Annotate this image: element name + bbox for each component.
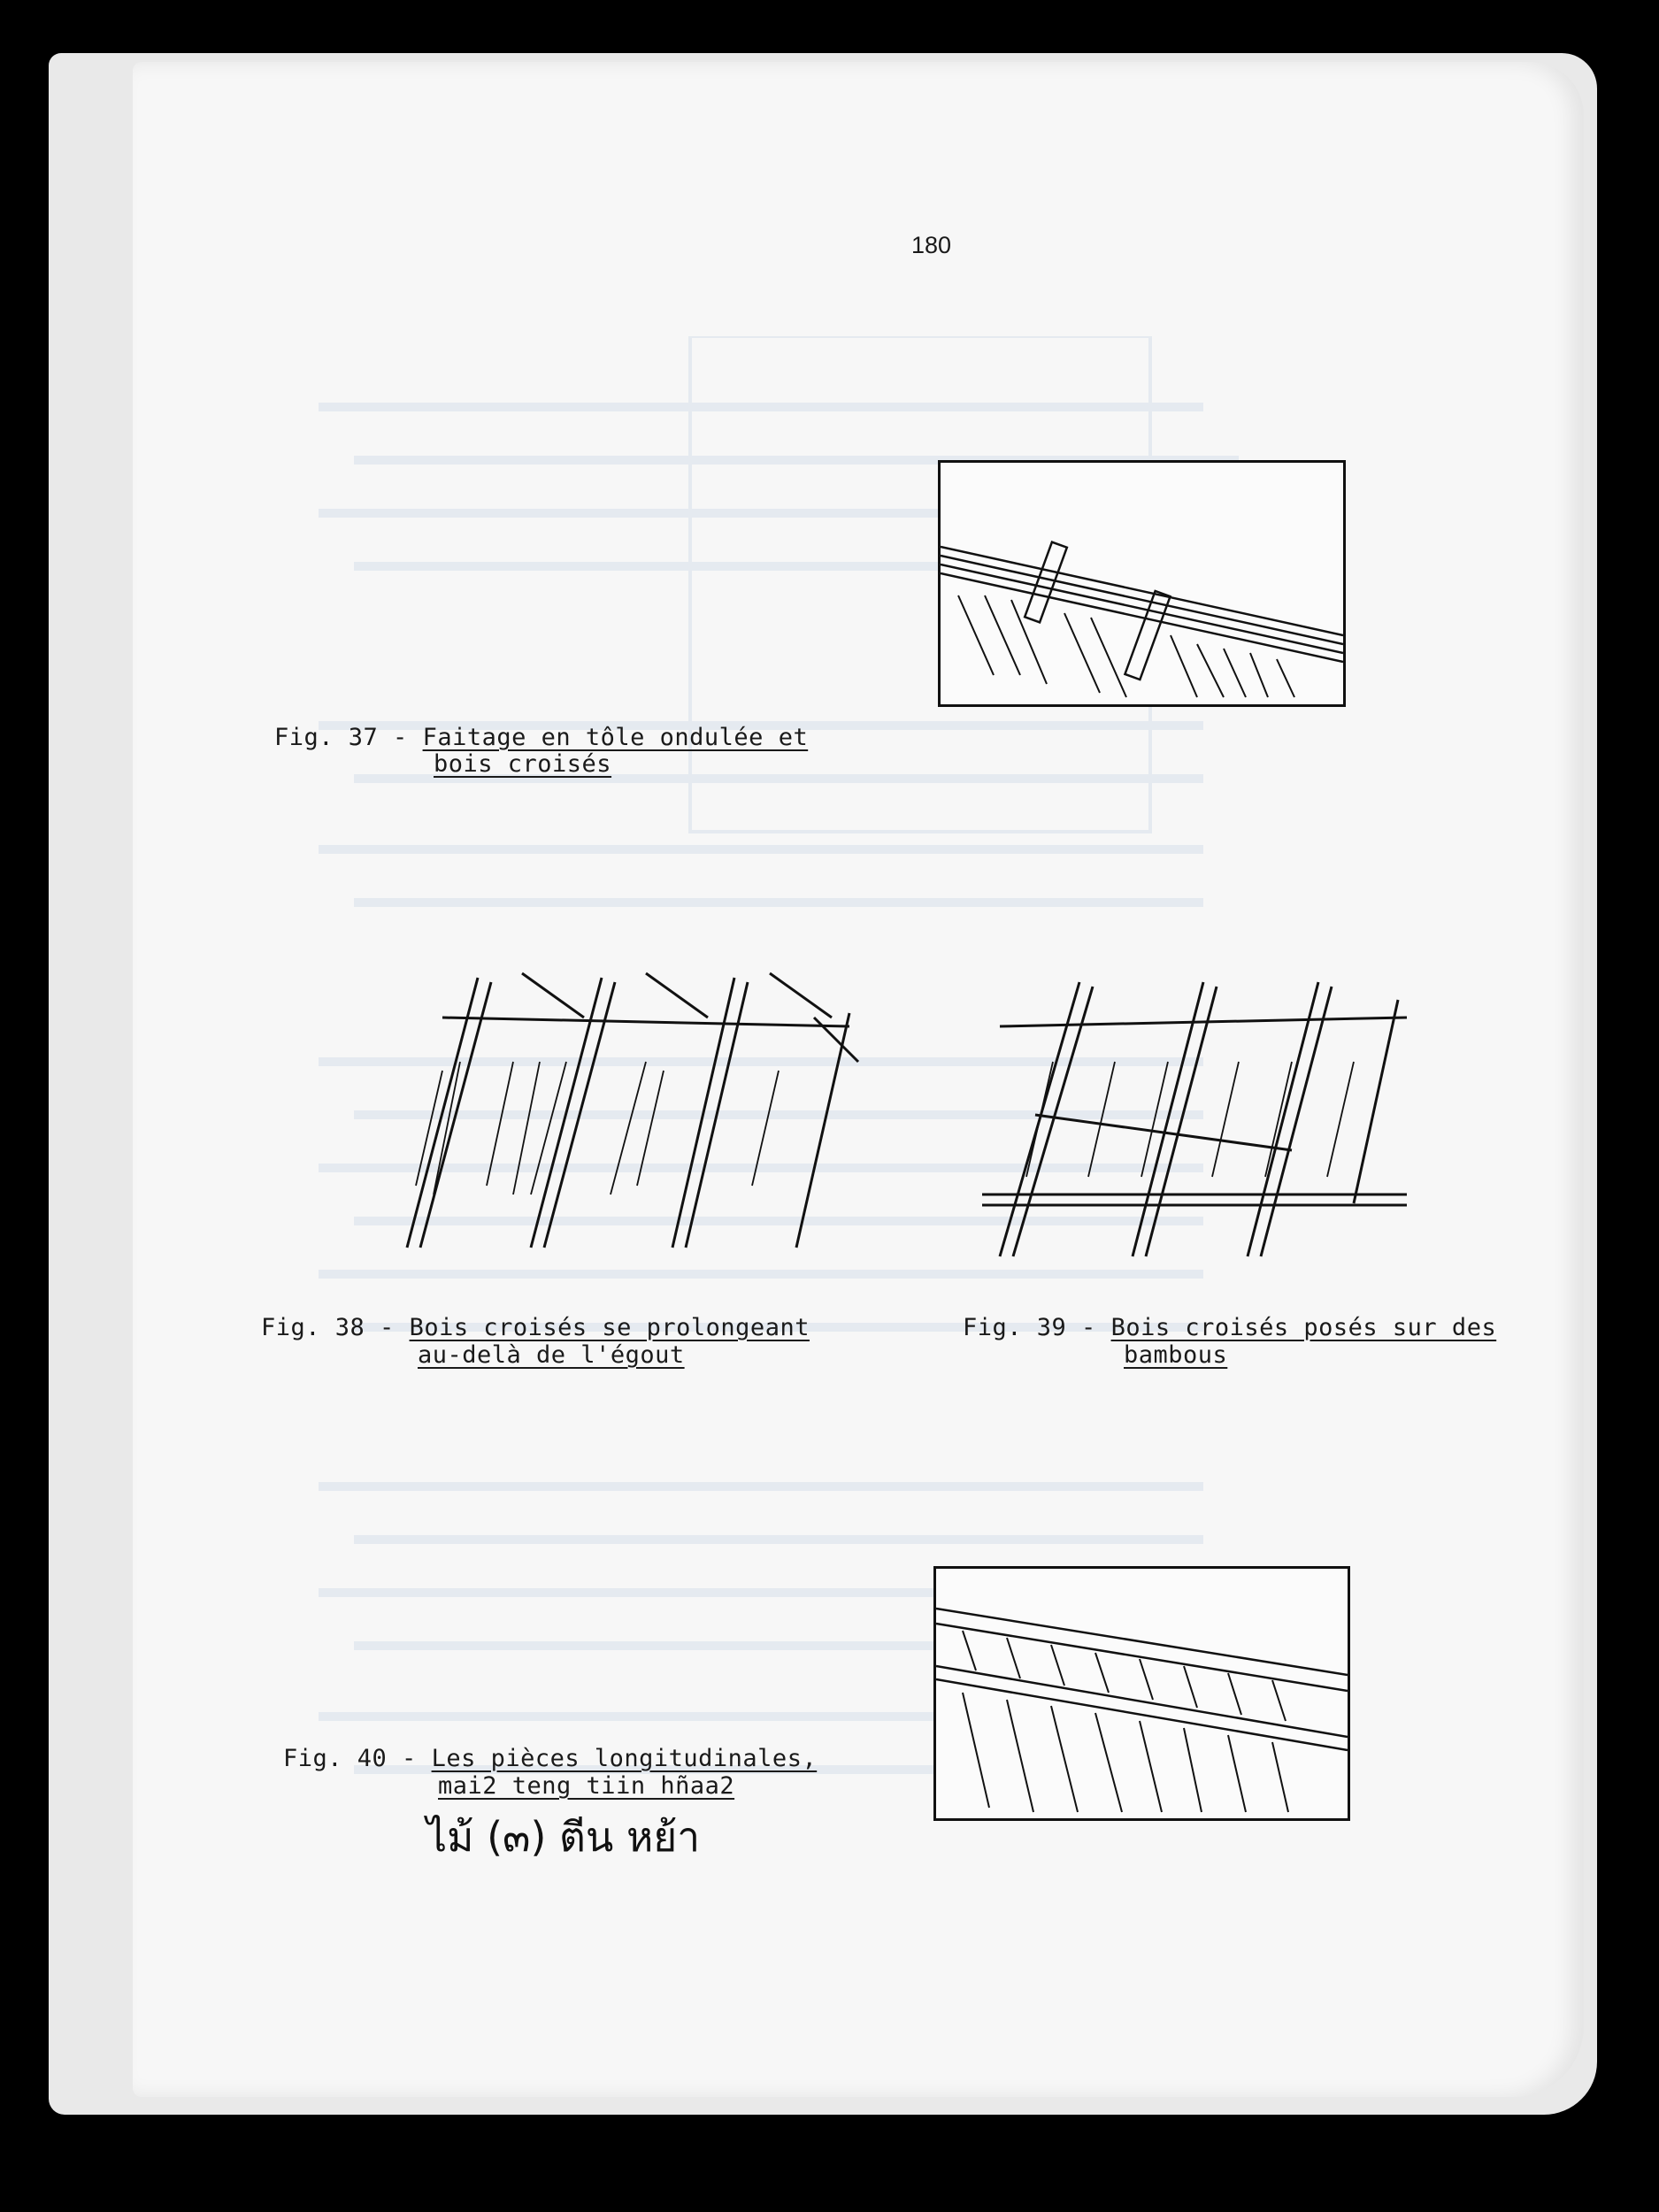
figure-40-drawing: [936, 1569, 1348, 1818]
handwritten-thai-annotation: ไม้ (๓) ตีน หย้า: [426, 1813, 701, 1861]
figure-37-drawing: [941, 463, 1343, 704]
page-number: 180: [911, 232, 952, 258]
figure-37-caption-line1: Faitage en tôle ondulée et: [422, 724, 809, 751]
figure-38-caption: [261, 1314, 810, 1341]
figure-37-label: Fig. 37 -: [274, 724, 423, 751]
figure-40-label: Fig. 40 -: [283, 1745, 432, 1772]
figure-38-label: Fig. 38 -: [261, 1314, 410, 1341]
figure-39-drawing: [982, 973, 1416, 1265]
figure-37-caption-line2: bois croisés: [434, 750, 612, 778]
figure-38-caption-line1: Bois croisés se prolongeant: [409, 1314, 810, 1341]
figure-39-caption-line1: Bois croisés posés sur des: [1110, 1314, 1497, 1341]
figure-39-caption-line2: bambous: [1124, 1341, 1228, 1369]
figure-38-caption-line2: au-delà de l'égout: [418, 1341, 685, 1369]
figure-39-caption: [963, 1314, 1496, 1341]
figure-40-caption-line1: Les pièces longitudinales,: [431, 1745, 818, 1772]
figure-40-caption: [283, 1745, 817, 1772]
figure-37-caption: [274, 724, 808, 751]
figure-38-drawing: [389, 964, 885, 1265]
figure-39-label: Fig. 39 -: [963, 1314, 1111, 1341]
figure-40-caption-line2: mai2 teng tiin hñaa2: [438, 1772, 735, 1800]
